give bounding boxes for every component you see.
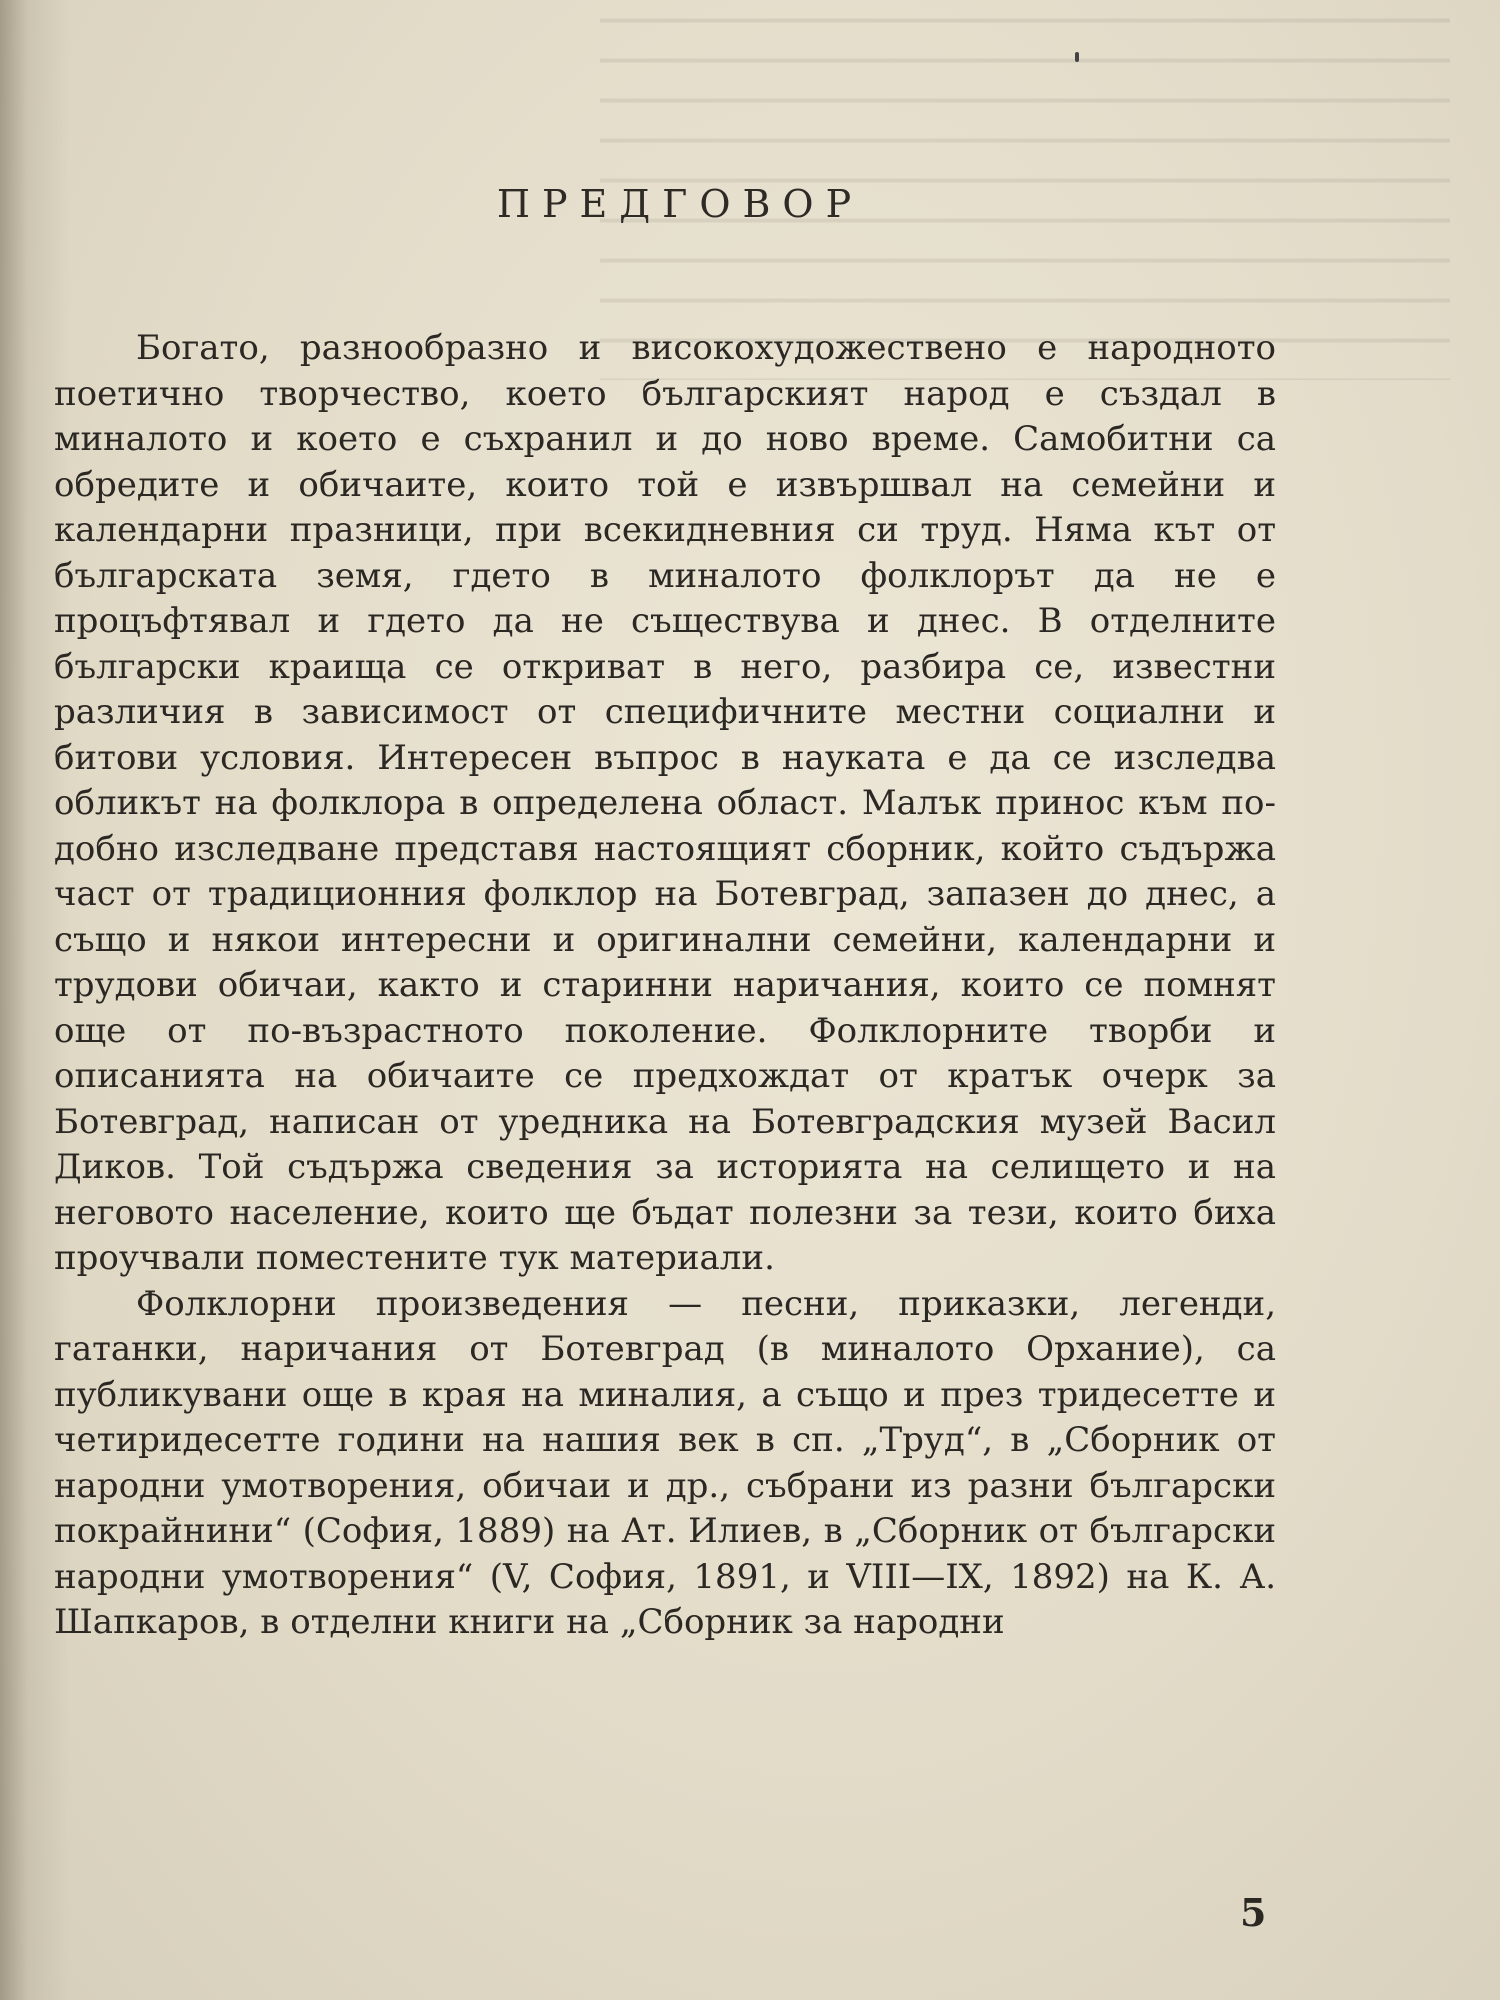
page-number: 5 <box>1240 1890 1267 1935</box>
ink-speck <box>1075 52 1079 62</box>
body-text <box>54 326 1276 1646</box>
paragraph-2: Фолклорни произведения — песни, приказки, легенди, гатанки, наричания от Ботевград (в миналото Орхание), са публикувани още в края на миналия, а също и през тридесетте и четиридесетте години на нашия век в сп. „Труд“, в „Сборник от народни умотворения, обичаи и др., събрани из разни български покрайнини“ (София, 1889) на Ат. Илиев, в „Сборник от български народни умотворения“ (V, София, 1891, и VIII—IX, 1892) на К. А. Шапкаров, в отделни книги на „Сборник за народни <box>54 1283 1276 1642</box>
paragraph-1: Богато, разнообразно и високохудожествено е народното поетично творчество, което българският народ е създал в миналото и което е съхранил и до ново време. Самобитни са обредите и обичаите, които той е извършвал на семейни и календарни празници, при всекидневния си труд. Няма кът от българската земя, гдето в миналото фолклорът да не е процъфтявал и гдето да не съществува и днес. В отделните български краища се откриват в него, разбира се, известни различия в зависимост от специфичните местни социални и битови условия. Интересен въпрос в науката е да се изследва обликът на фолклора в определена област. Малък принос към подобно изследване представя настоящият сборник, който съдържа част от традиционния фолклор на Ботевград, запазен до днес, а също и някои интересни и оригинални семейни, календарни и трудови обичаи, както и старинни наричания, които се помнят още от по-възрастното поколение. Фолклорните творби и описанията на обичаите се предхождат от кратък очерк за Ботевград, написан от уредника на Ботевградския музей Васил Диков. Той съдържа сведения за историята на селището и на неговото население, които ще бъдат полезни за тези, които биха проучвали поместените тук материали. <box>54 328 1276 1278</box>
chapter-heading: ПРЕДГОВОР <box>496 182 864 226</box>
